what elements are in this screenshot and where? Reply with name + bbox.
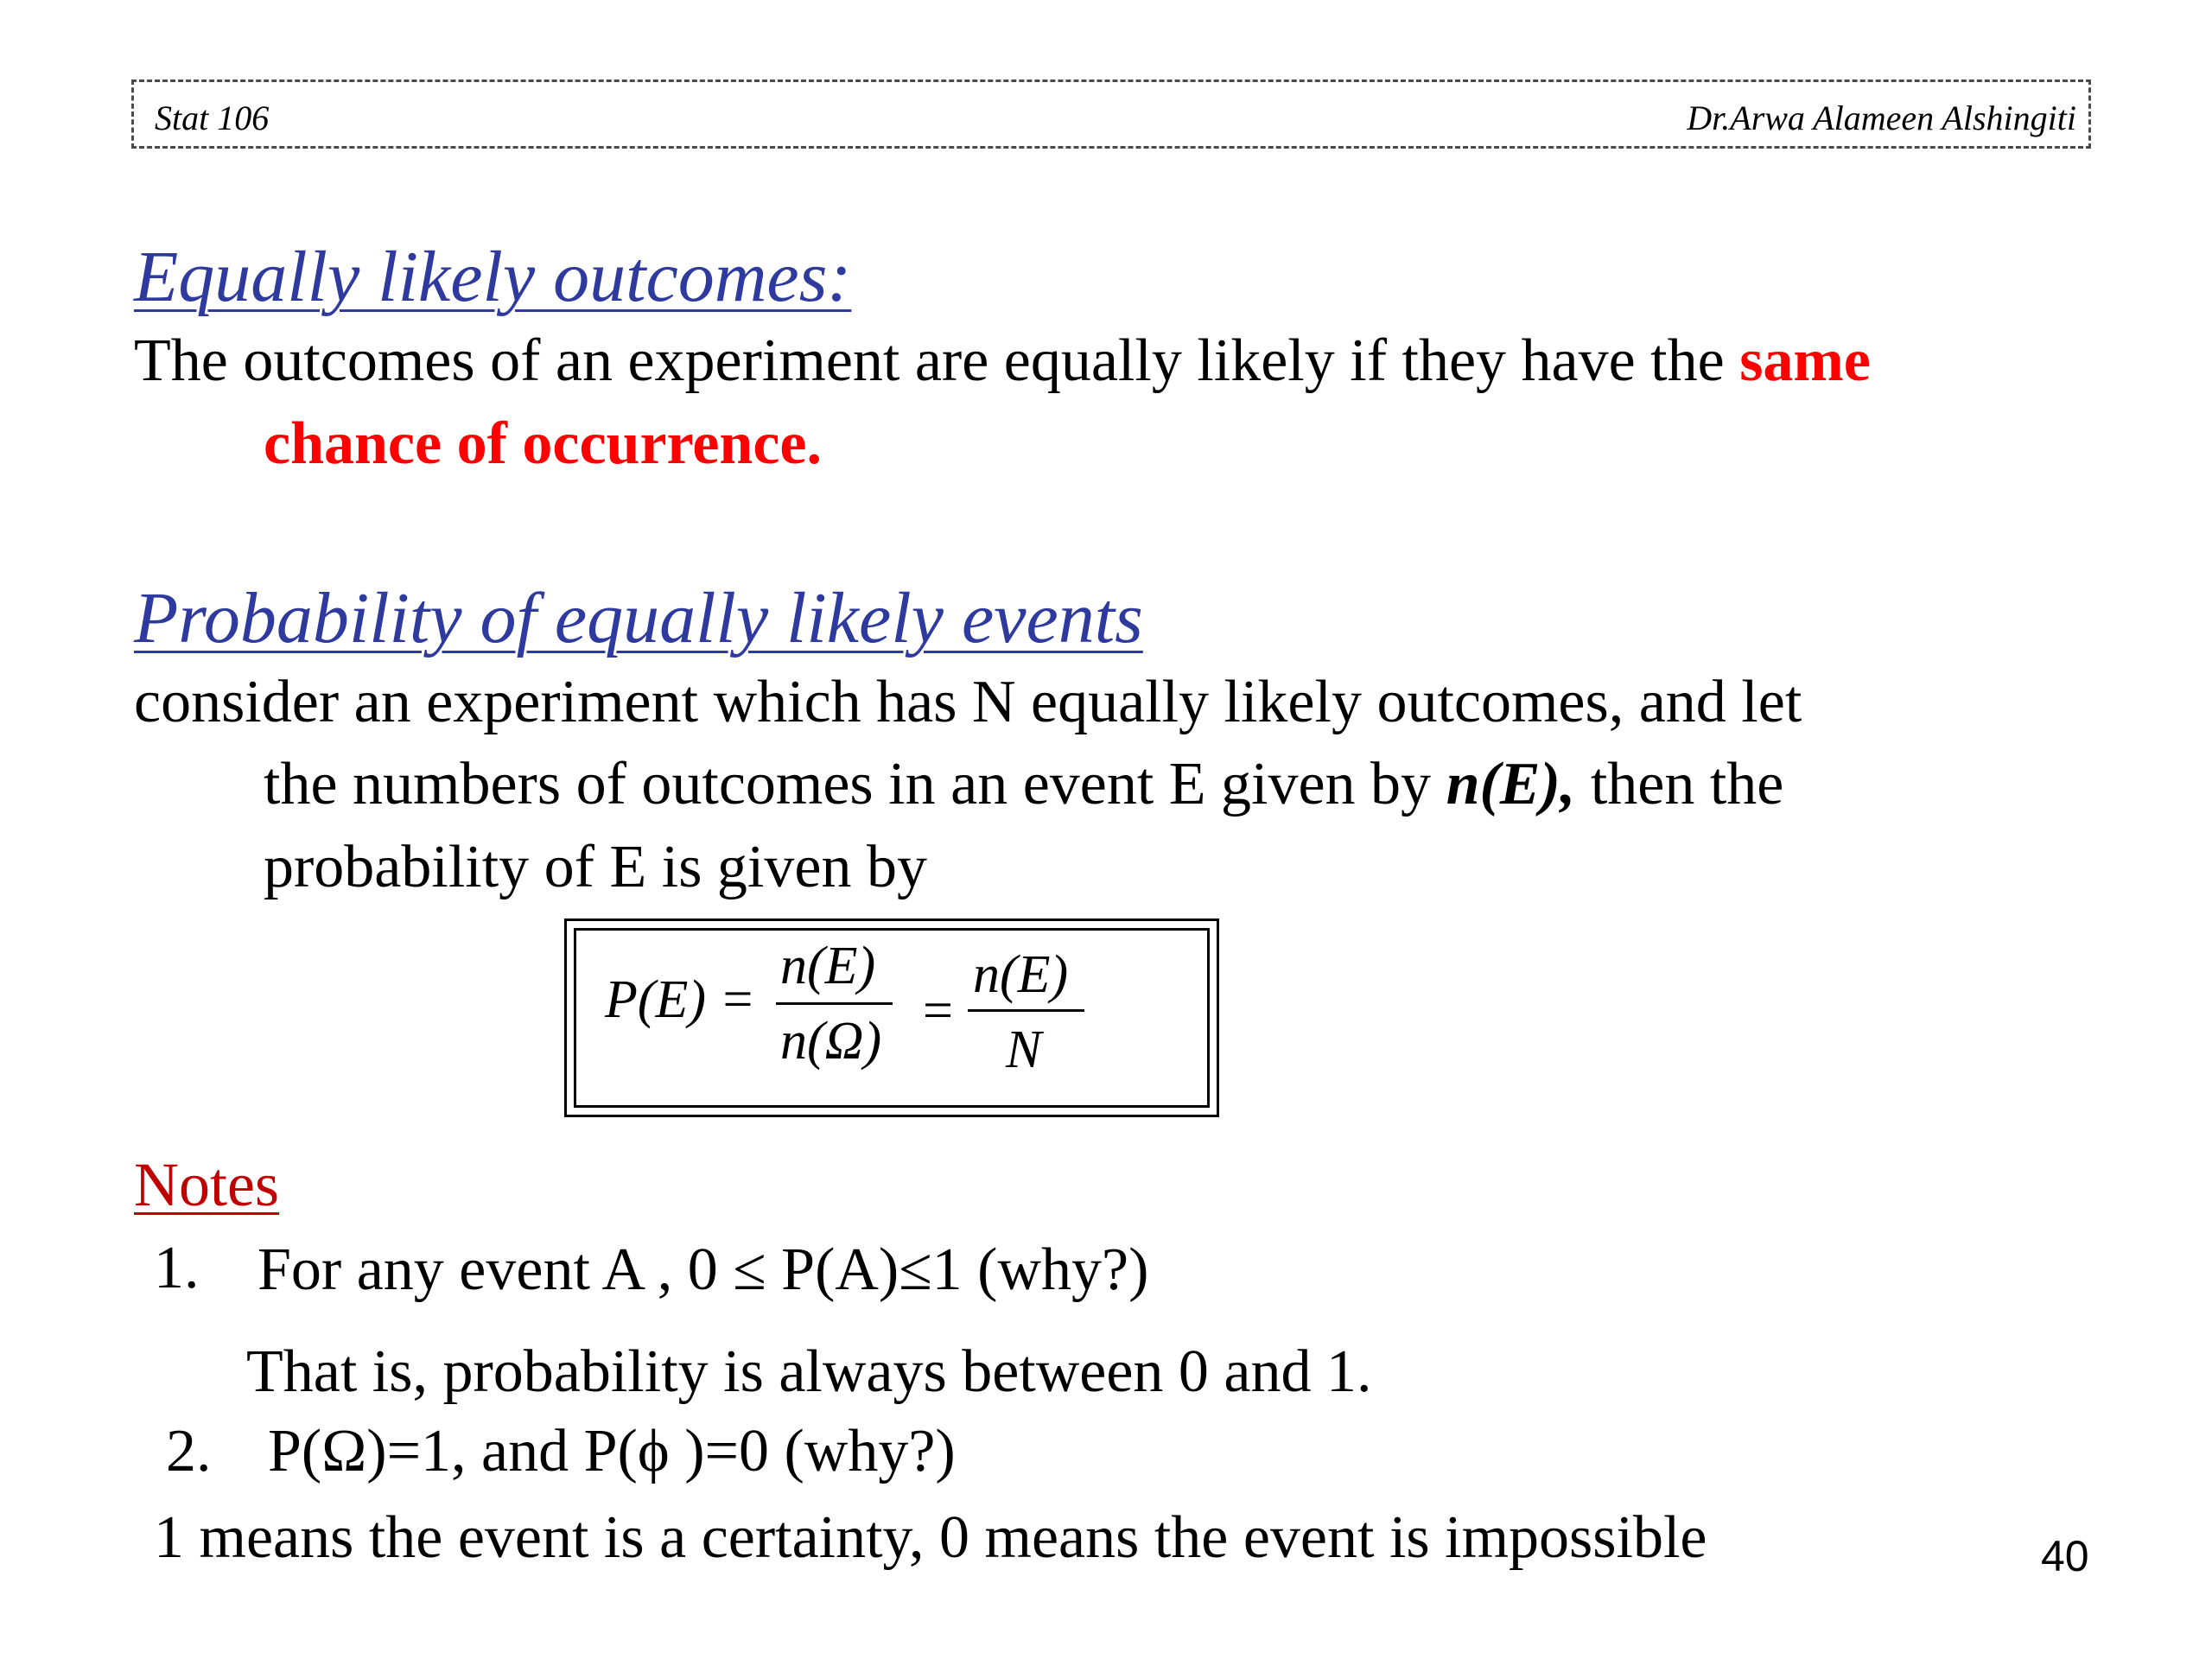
note-1-sub: That is, probability is always between 0 and 1. <box>246 1338 1372 1405</box>
n-of-e-term: n(E), <box>1446 751 1576 817</box>
notes-heading: Notes <box>134 1150 279 1219</box>
heading-probability-equally-likely: Probability of equally likely events <box>134 578 1143 658</box>
note-1-number: 1. <box>154 1235 200 1301</box>
formula-denominator-2: N <box>1006 1020 1042 1079</box>
note-3-text: 1 means the event is a certainty, 0 means the event is impossible <box>154 1504 1707 1571</box>
paragraph-line-1: consider an experiment which has N equally likely outcomes, and let <box>134 669 1802 735</box>
slide-header <box>131 79 2091 149</box>
page-number: 40 <box>2041 1532 2089 1580</box>
fraction-bar-2 <box>968 1009 1084 1012</box>
course-label: Stat 106 <box>155 99 270 137</box>
paragraph-line-3: probability of E is given by <box>264 834 927 900</box>
heading-equally-likely-outcomes: Equally likely outcomes: <box>134 237 852 317</box>
definition-line-2: chance of occurrence. <box>264 410 822 477</box>
note-2-text: P(Ω)=1, and P(ϕ )=0 (why?) <box>268 1418 956 1484</box>
formula-numerator-1: n(E) <box>780 937 876 995</box>
note-2-number: 2. <box>166 1418 212 1484</box>
fraction-bar-1 <box>776 1002 893 1005</box>
highlight-same: same <box>1739 327 1871 394</box>
formula-numerator-2: n(E) <box>973 945 1069 1004</box>
note-1-text: For any event A , 0 ≤ P(A)≤1 (why?) <box>257 1236 1149 1303</box>
formula-denominator-1: n(Ω) <box>780 1012 882 1071</box>
formula-equals-2: = <box>923 982 953 1040</box>
definition-line-1: The outcomes of an experiment are equally likely if they have the same <box>134 327 1871 394</box>
paragraph-line-2: the numbers of outcomes in an event E given by n(E), then the <box>264 751 1784 817</box>
author-label: Dr.Arwa Alameen Alshingiti <box>1687 99 2076 137</box>
formula-lhs: P(E) = <box>605 970 756 1029</box>
